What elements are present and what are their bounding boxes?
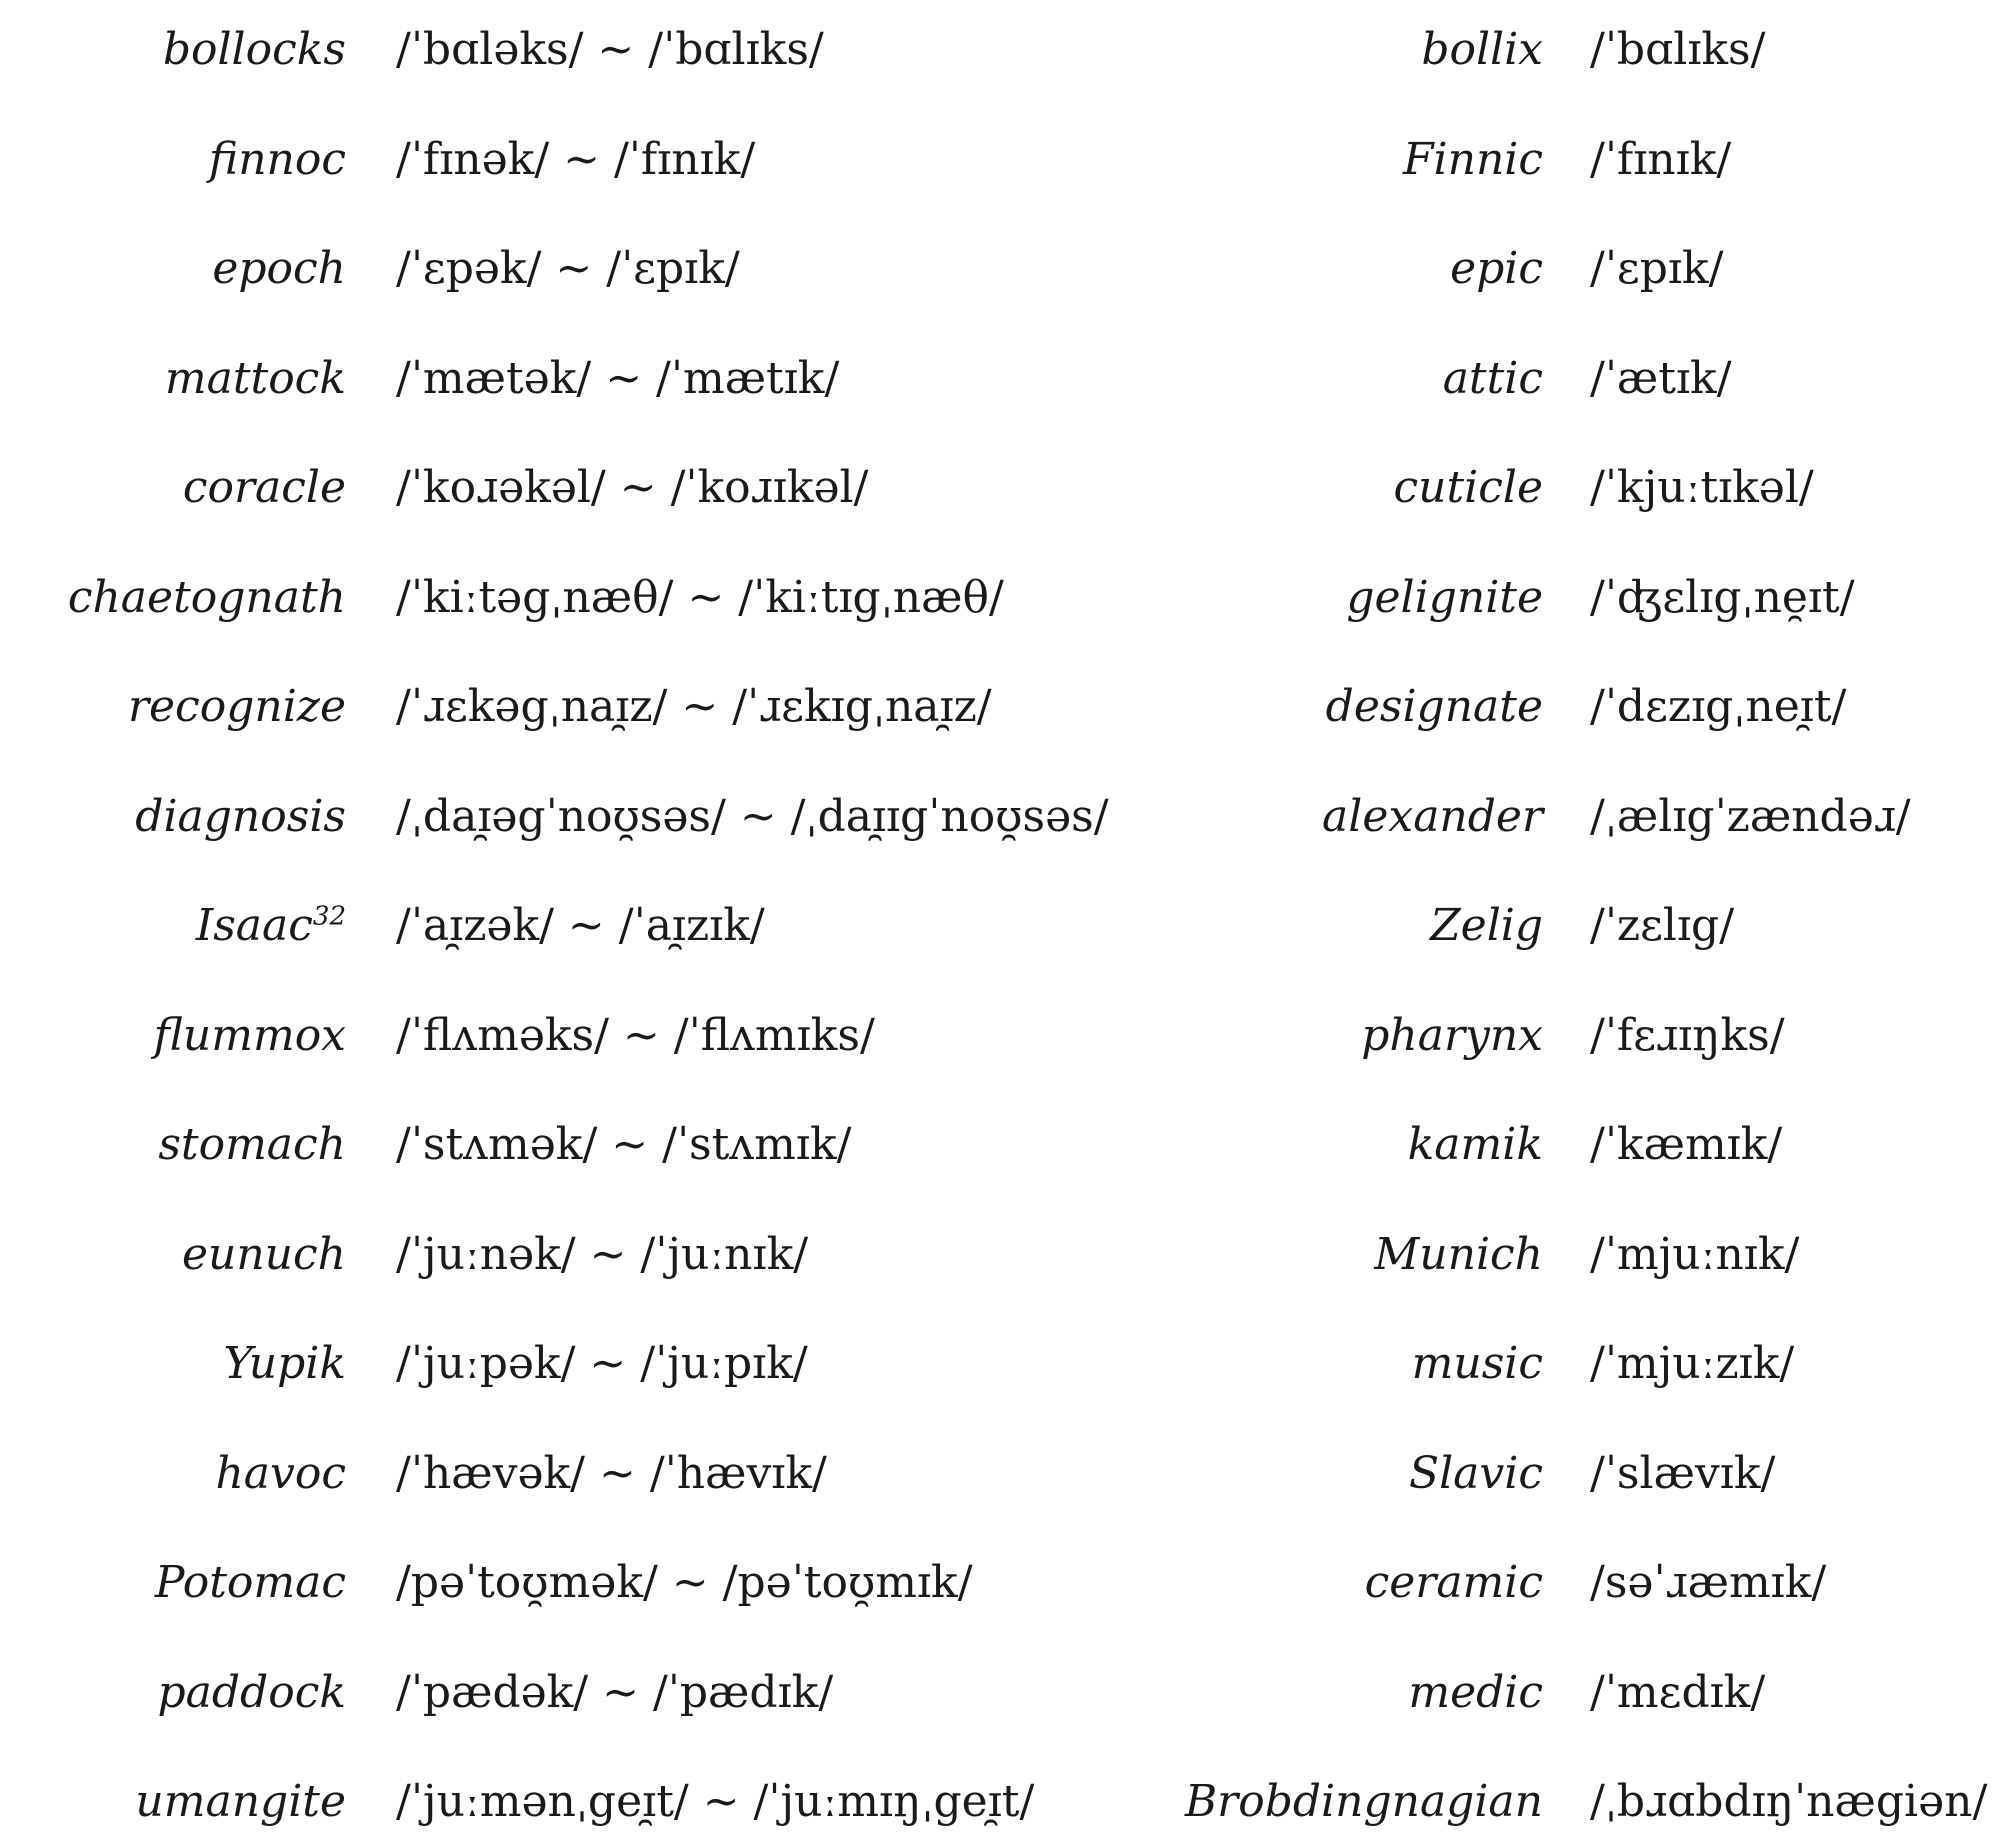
left-word — [0, 448, 346, 528]
left-word — [0, 1543, 346, 1623]
left-word-text: Potomac — [154, 1557, 346, 1608]
right-ipa: /ˈslævɪk/ — [1590, 1447, 1776, 1499]
left-word-text: flummox — [153, 1009, 346, 1061]
right-ipa: /ˈzɛlɪg/ — [1590, 900, 1735, 951]
right-word: cuticle — [1393, 462, 1543, 513]
left-ipa: /ˈɛpək/ ~ /ˈɛpɪk/ — [396, 243, 740, 294]
right-ipa: /ˈmjuːnɪk/ — [1590, 1228, 1800, 1280]
left-ipa: /ˈkiːtəgˌnæθ/ ~ /ˈkiːtɪgˌnæθ/ — [396, 571, 1004, 623]
left-word-text: Isaac — [195, 900, 313, 951]
left-word-text: chaetognath — [67, 571, 346, 623]
left-word — [0, 777, 346, 857]
right-word: Brobdingnagian — [1184, 1776, 1543, 1827]
table-row — [0, 1653, 2000, 1733]
left-word-text: diagnosis — [135, 790, 346, 842]
left-word-text: bollocks — [162, 24, 346, 75]
right-ipa: /ˈmjuːzɪk/ — [1590, 1338, 1795, 1389]
right-word: medic — [1408, 1666, 1543, 1718]
left-word-text: mattock — [164, 352, 346, 404]
right-word: alexander — [1322, 790, 1543, 842]
left-word — [0, 1324, 346, 1404]
table-row — [0, 1215, 2000, 1295]
right-word: kamik — [1407, 1119, 1543, 1170]
left-ipa: /ˈmætək/ ~ /ˈmætɪk/ — [396, 352, 840, 404]
table-row — [0, 1543, 2000, 1623]
left-word — [0, 1653, 346, 1733]
right-ipa: /ˈfɪnɪk/ — [1590, 133, 1732, 185]
left-word — [0, 1105, 346, 1185]
right-ipa: /ˈkjuːtɪkəl/ — [1590, 462, 1814, 513]
right-word: Munich — [1374, 1228, 1543, 1280]
left-ipa: /ˈaɪ̯zək/ ~ /ˈaɪ̯zɪk/ — [396, 900, 765, 951]
right-word: gelignite — [1346, 571, 1543, 623]
left-ipa: /pəˈtoʊ̯mək/ ~ /pəˈtoʊ̯mɪk/ — [396, 1557, 973, 1608]
left-word — [0, 1762, 346, 1842]
footnote-marker: 32 — [312, 901, 346, 932]
right-word: ceramic — [1364, 1557, 1543, 1608]
right-ipa: /ˌælɪgˈzændəɹ/ — [1590, 790, 1911, 842]
right-ipa: /ˈbɑlɪks/ — [1590, 24, 1766, 75]
left-ipa: /ˈflʌməks/ ~ /ˈflʌmɪks/ — [396, 1009, 875, 1061]
table-row — [0, 229, 2000, 309]
right-ipa: /ˈɛpɪk/ — [1590, 243, 1724, 294]
table-row — [0, 1105, 2000, 1185]
right-ipa: /ˈkæmɪk/ — [1590, 1119, 1783, 1170]
left-ipa: /ˈkoɹəkəl/ ~ /ˈkoɹɪkəl/ — [396, 462, 869, 513]
table-row — [0, 1762, 2000, 1842]
left-word-text: coracle — [182, 462, 346, 513]
left-word — [0, 339, 346, 419]
table-row — [0, 120, 2000, 200]
left-word — [0, 667, 346, 747]
left-word — [0, 1434, 346, 1514]
left-ipa: /ˈɹɛkəgˌnaɪ̯z/ ~ /ˈɹɛkɪgˌnaɪ̯z/ — [396, 681, 992, 732]
right-ipa: /ˈdɛzɪgˌneɪ̯t/ — [1590, 681, 1847, 732]
right-word: Slavic — [1408, 1447, 1543, 1499]
left-word — [0, 996, 346, 1076]
left-word-text: stomach — [158, 1119, 346, 1170]
right-word: bollix — [1421, 24, 1543, 75]
left-word — [0, 886, 346, 966]
left-word-text: Yupik — [223, 1338, 346, 1389]
left-ipa: /ˈhævək/ ~ /ˈhævɪk/ — [396, 1447, 827, 1499]
right-word: music — [1411, 1338, 1543, 1389]
left-ipa: /ˈstʌmək/ ~ /ˈstʌmɪk/ — [396, 1119, 852, 1170]
right-word: Zelig — [1430, 900, 1543, 951]
left-ipa: /ˈjuːmənˌgeɪ̯t/ ~ /ˈjuːmɪŋˌgeɪ̯t/ — [396, 1776, 1035, 1827]
right-word: epic — [1450, 243, 1543, 294]
left-ipa: /ˈbɑləks/ ~ /ˈbɑlɪks/ — [396, 24, 824, 75]
left-word-text: recognize — [127, 681, 346, 732]
right-ipa: /ˈætɪk/ — [1590, 352, 1732, 404]
right-word: attic — [1442, 352, 1543, 404]
table-row — [0, 996, 2000, 1076]
left-word-text: paddock — [157, 1666, 346, 1718]
left-word-text: eunuch — [181, 1228, 346, 1280]
left-word — [0, 229, 346, 309]
table-row — [0, 1434, 2000, 1514]
left-word-text: umangite — [135, 1776, 346, 1827]
right-ipa: /ˈmɛdɪk/ — [1590, 1666, 1766, 1718]
table-row — [0, 667, 2000, 747]
left-word — [0, 558, 346, 638]
table-row — [0, 10, 2000, 90]
right-ipa: /səˈɹæmɪk/ — [1590, 1557, 1827, 1608]
table-row — [0, 448, 2000, 528]
right-ipa: /ˈʤɛlɪgˌne̯ɪt/ — [1590, 571, 1855, 623]
left-word — [0, 10, 346, 90]
left-ipa: /ˈjuːnək/ ~ /ˈjuːnɪk/ — [396, 1228, 809, 1280]
left-ipa: /ˈfɪnək/ ~ /ˈfɪnɪk/ — [396, 133, 756, 185]
left-word — [0, 1215, 346, 1295]
table-row — [0, 558, 2000, 638]
left-ipa: /ˈjuːpək/ ~ /ˈjuːpɪk/ — [396, 1338, 808, 1389]
table-row — [0, 886, 2000, 966]
left-word-text: finnoc — [208, 133, 346, 185]
right-word: pharynx — [1361, 1009, 1543, 1061]
left-word-text: havoc — [215, 1447, 346, 1499]
right-ipa: /ˈfɛɹɪŋks/ — [1590, 1009, 1785, 1061]
table-row — [0, 339, 2000, 419]
left-word — [0, 120, 346, 200]
right-word: designate — [1325, 681, 1543, 732]
left-ipa: /ˈpædək/ ~ /ˈpædɪk/ — [396, 1666, 834, 1718]
right-ipa: /ˌbɹɑbdɪŋˈnægiən/ — [1590, 1776, 1988, 1827]
left-ipa: /ˌdaɪ̯əgˈnoʊ̯səs/ ~ /ˌdaɪ̯ɪgˈnoʊ̯səs/ — [396, 790, 1109, 842]
table-row — [0, 777, 2000, 857]
left-word-text: epoch — [212, 243, 346, 294]
table-row — [0, 1324, 2000, 1404]
right-word: Finnic — [1403, 133, 1543, 185]
